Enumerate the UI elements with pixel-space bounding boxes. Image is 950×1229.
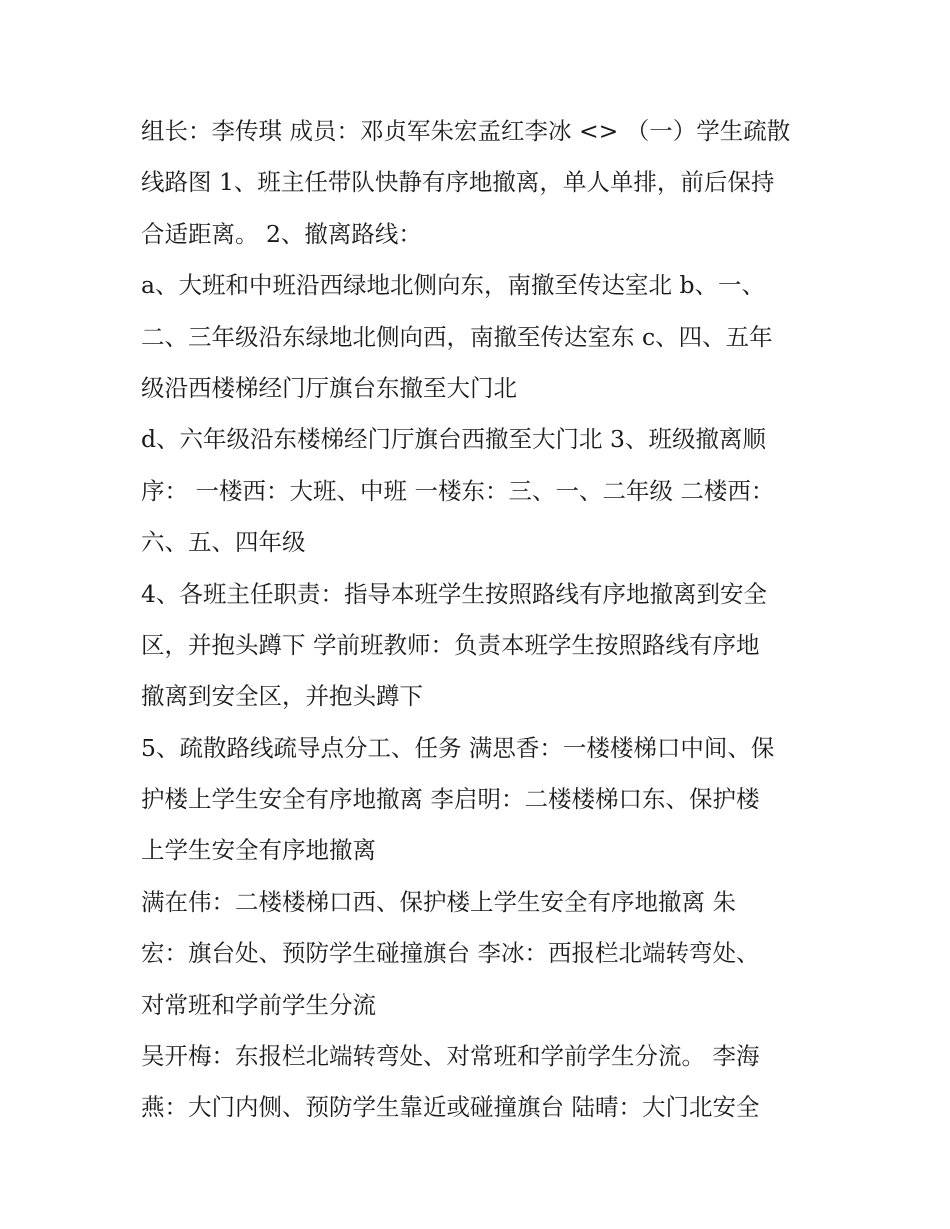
text-line: 序： 一楼西：大班、中班 一楼东：三、一、二年级 二楼西： bbox=[141, 476, 775, 505]
text-line: 宏：旗台处、预防学生碰撞旗台 李冰：西报栏北端转弯处、 bbox=[141, 939, 760, 968]
text-line: 线路图 1、班主任带队快静有序地撤离，单人单排，前后保持 bbox=[141, 168, 775, 197]
text-line: 满在伟：二楼楼梯口西、保护楼上学生安全有序地撤离 朱 bbox=[141, 887, 736, 916]
text-line: a、大班和中班沿西绿地北侧向东，南撤至传达室北 b、一、 bbox=[141, 271, 766, 300]
text-line: 六、五、四年级 bbox=[141, 528, 306, 557]
text-line: 撤离到安全区，并抱头蹲下 bbox=[141, 682, 423, 711]
text-line: 级沿西楼梯经门厅旗台东撤至大门北 bbox=[141, 373, 517, 402]
text-line: d、六年级沿东楼梯经门厅旗台西撤至大门北 3、班级撤离顺 bbox=[141, 425, 766, 454]
text-line: 合适距离。 2、撤离路线： bbox=[141, 219, 422, 248]
text-line: 区，并抱头蹲下 学前班教师：负责本班学生按照路线有序地 bbox=[141, 630, 760, 659]
text-line: 二、三年级沿东绿地北侧向西，南撤至传达室东 c、四、五年 bbox=[141, 322, 773, 351]
text-line: 护楼上学生安全有序地撤离 李启明：二楼楼梯口东、保护楼 bbox=[141, 785, 760, 814]
text-line: 燕：大门内侧、预防学生靠近或碰撞旗台 陆晴：大门北安全 bbox=[141, 1093, 760, 1122]
document-body bbox=[141, 106, 821, 1134]
text-line: 对常班和学前学生分流 bbox=[141, 990, 376, 1019]
text-line: 组长：李传琪 成员：邓贞军朱宏孟红李冰 <> （一）学生疏散 bbox=[141, 117, 791, 145]
text-line: 5、疏散路线疏导点分工、任务 满思香：一楼楼梯口中间、保 bbox=[141, 733, 775, 762]
text-line: 4、各班主任职责：指导本班学生按照路线有序地撤离到安全 bbox=[141, 579, 767, 608]
text-line: 上学生安全有序地撤离 bbox=[141, 836, 376, 865]
text-line: 吴开梅：东报栏北端转弯处、对常班和学前学生分流。 李海 bbox=[141, 1042, 760, 1071]
